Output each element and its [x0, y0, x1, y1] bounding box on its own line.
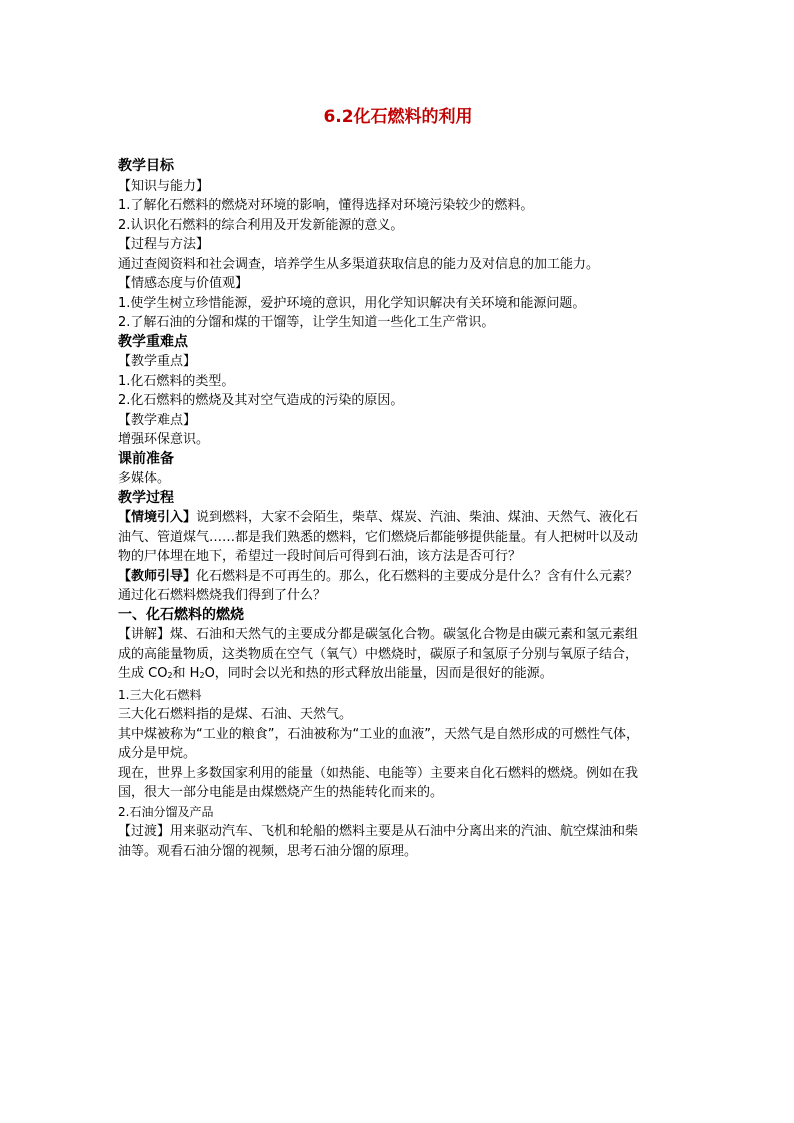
transition-line-2: 油等。观看石油分馏的视频，思考石油分馏的原理。: [118, 843, 418, 859]
label-emotion: 【情感态度与价值观】: [118, 276, 249, 291]
label-difficulty: 【教学难点】: [118, 412, 197, 428]
preparation-item: 多媒体。: [118, 471, 171, 486]
knowledge-item-1: 1.了解化石燃料的燃烧对环境的影响，懂得选择对环境污染较少的燃料。: [118, 198, 534, 213]
document-page: [118, 105, 678, 861]
emotion-item-2: 2.了解石油的分馏和煤的干馏等，让学生知道一些化工生产常识。: [118, 315, 495, 330]
knowledge-item-2: 2.认识化石燃料的综合利用及开发新能源的意义。: [118, 217, 404, 233]
difficulty-item-1: 增强环保意识。: [118, 432, 210, 447]
subheading-three-fuels: 1.三大化石燃料: [118, 687, 202, 702]
three-fuels-line-5: 国，很大一部分电能是由煤燃烧产生的热能转化而来的。: [118, 785, 444, 800]
label-process: 【过程与方法】: [118, 237, 210, 252]
intro-tag: 【情境引入】: [118, 510, 197, 525]
transition-tag: 【过渡】: [118, 824, 171, 839]
key-item-2: 2.化石燃料的燃烧及其对空气造成的污染的原因。: [118, 393, 404, 408]
three-fuels-line-1: 三大化石燃料指的是煤、石油、天然气。: [118, 707, 353, 722]
emotion-item-1: 1.使学生树立珍惜能源，爱护环境的意识，用化学知识解决有关环境和能源问题。: [118, 295, 586, 311]
intro-line-3: 物的尸体埋在地下，希望过一段时间后可得到石油，该方法是否可行？: [118, 549, 522, 564]
lecture-line-1: 【讲解】煤、石油和天然气的主要成分都是碳氢化合物。碳氢化合物是由碳元素和氢元素组: [118, 627, 639, 642]
section-heading-preparation: 课前准备: [118, 450, 174, 467]
section-heading-process: 教学过程: [118, 489, 174, 506]
key-item-1: 1.化石燃料的类型。: [118, 373, 235, 389]
guide-line-2: 通过化石燃料燃烧我们得到了什么？: [118, 588, 327, 603]
part-heading-combustion: 一、化石燃料的燃烧: [118, 606, 244, 623]
intro-line-2: 油气、管道煤气……都是我们熟悉的燃料，它们燃烧后都能够提供能量。有人把树叶以及动: [118, 529, 639, 545]
lecture-line-3: 生成 $CO_2$和 $H_2O$，同时会以光和热的形式释放出能量，因而是很好的能源。: [118, 666, 553, 681]
section-heading-objectives: 教学目标: [118, 158, 174, 174]
three-fuels-line-2: 其中煤被称为“工业的粮食”，石油被称为“工业的血液”，天然气是自然形成的可燃性气体，: [118, 726, 639, 742]
intro-line-1: 【情境引入】说到燃料，大家不会陌生，柴草、煤炭、汽油、柴油、煤油、天然气、液化石: [118, 510, 639, 525]
subheading-distillation: 2.石油分馏及产品: [118, 804, 214, 819]
guide-tag: 【教师引导】: [118, 568, 197, 584]
section-heading-key-points: 教学重难点: [118, 333, 188, 350]
three-fuels-line-4: 现在，世界上多数国家利用的能量（如热能、电能等）主要来自化石燃料的燃烧。例如在我: [118, 765, 639, 781]
lecture-tag: 【讲解】: [118, 627, 171, 642]
three-fuels-line-3: 成分是甲烷。: [118, 746, 197, 761]
guide-line-1: 【教师引导】化石燃料是不可再生的。那么，化石燃料的主要成分是什么？含有什么元素？: [118, 568, 639, 584]
lecture-line-2: 成的高能量物质，这类物质在空气（氧气）中燃烧时，碳原子和氢原子分别与氧原子结合，: [118, 646, 639, 662]
transition-line-1: 【过渡】用来驱动汽车、飞机和轮船的燃料主要是从石油中分离出来的汽油、航空煤油和柴: [118, 824, 639, 839]
label-key: 【教学重点】: [118, 354, 197, 369]
process-item-1: 通过查阅资料和社会调查，培养学生从多渠道获取信息的能力及对信息的加工能力。: [118, 256, 600, 272]
label-knowledge: 【知识与能力】: [118, 178, 210, 194]
page-title: 6.2化石燃料的利用: [323, 107, 473, 127]
